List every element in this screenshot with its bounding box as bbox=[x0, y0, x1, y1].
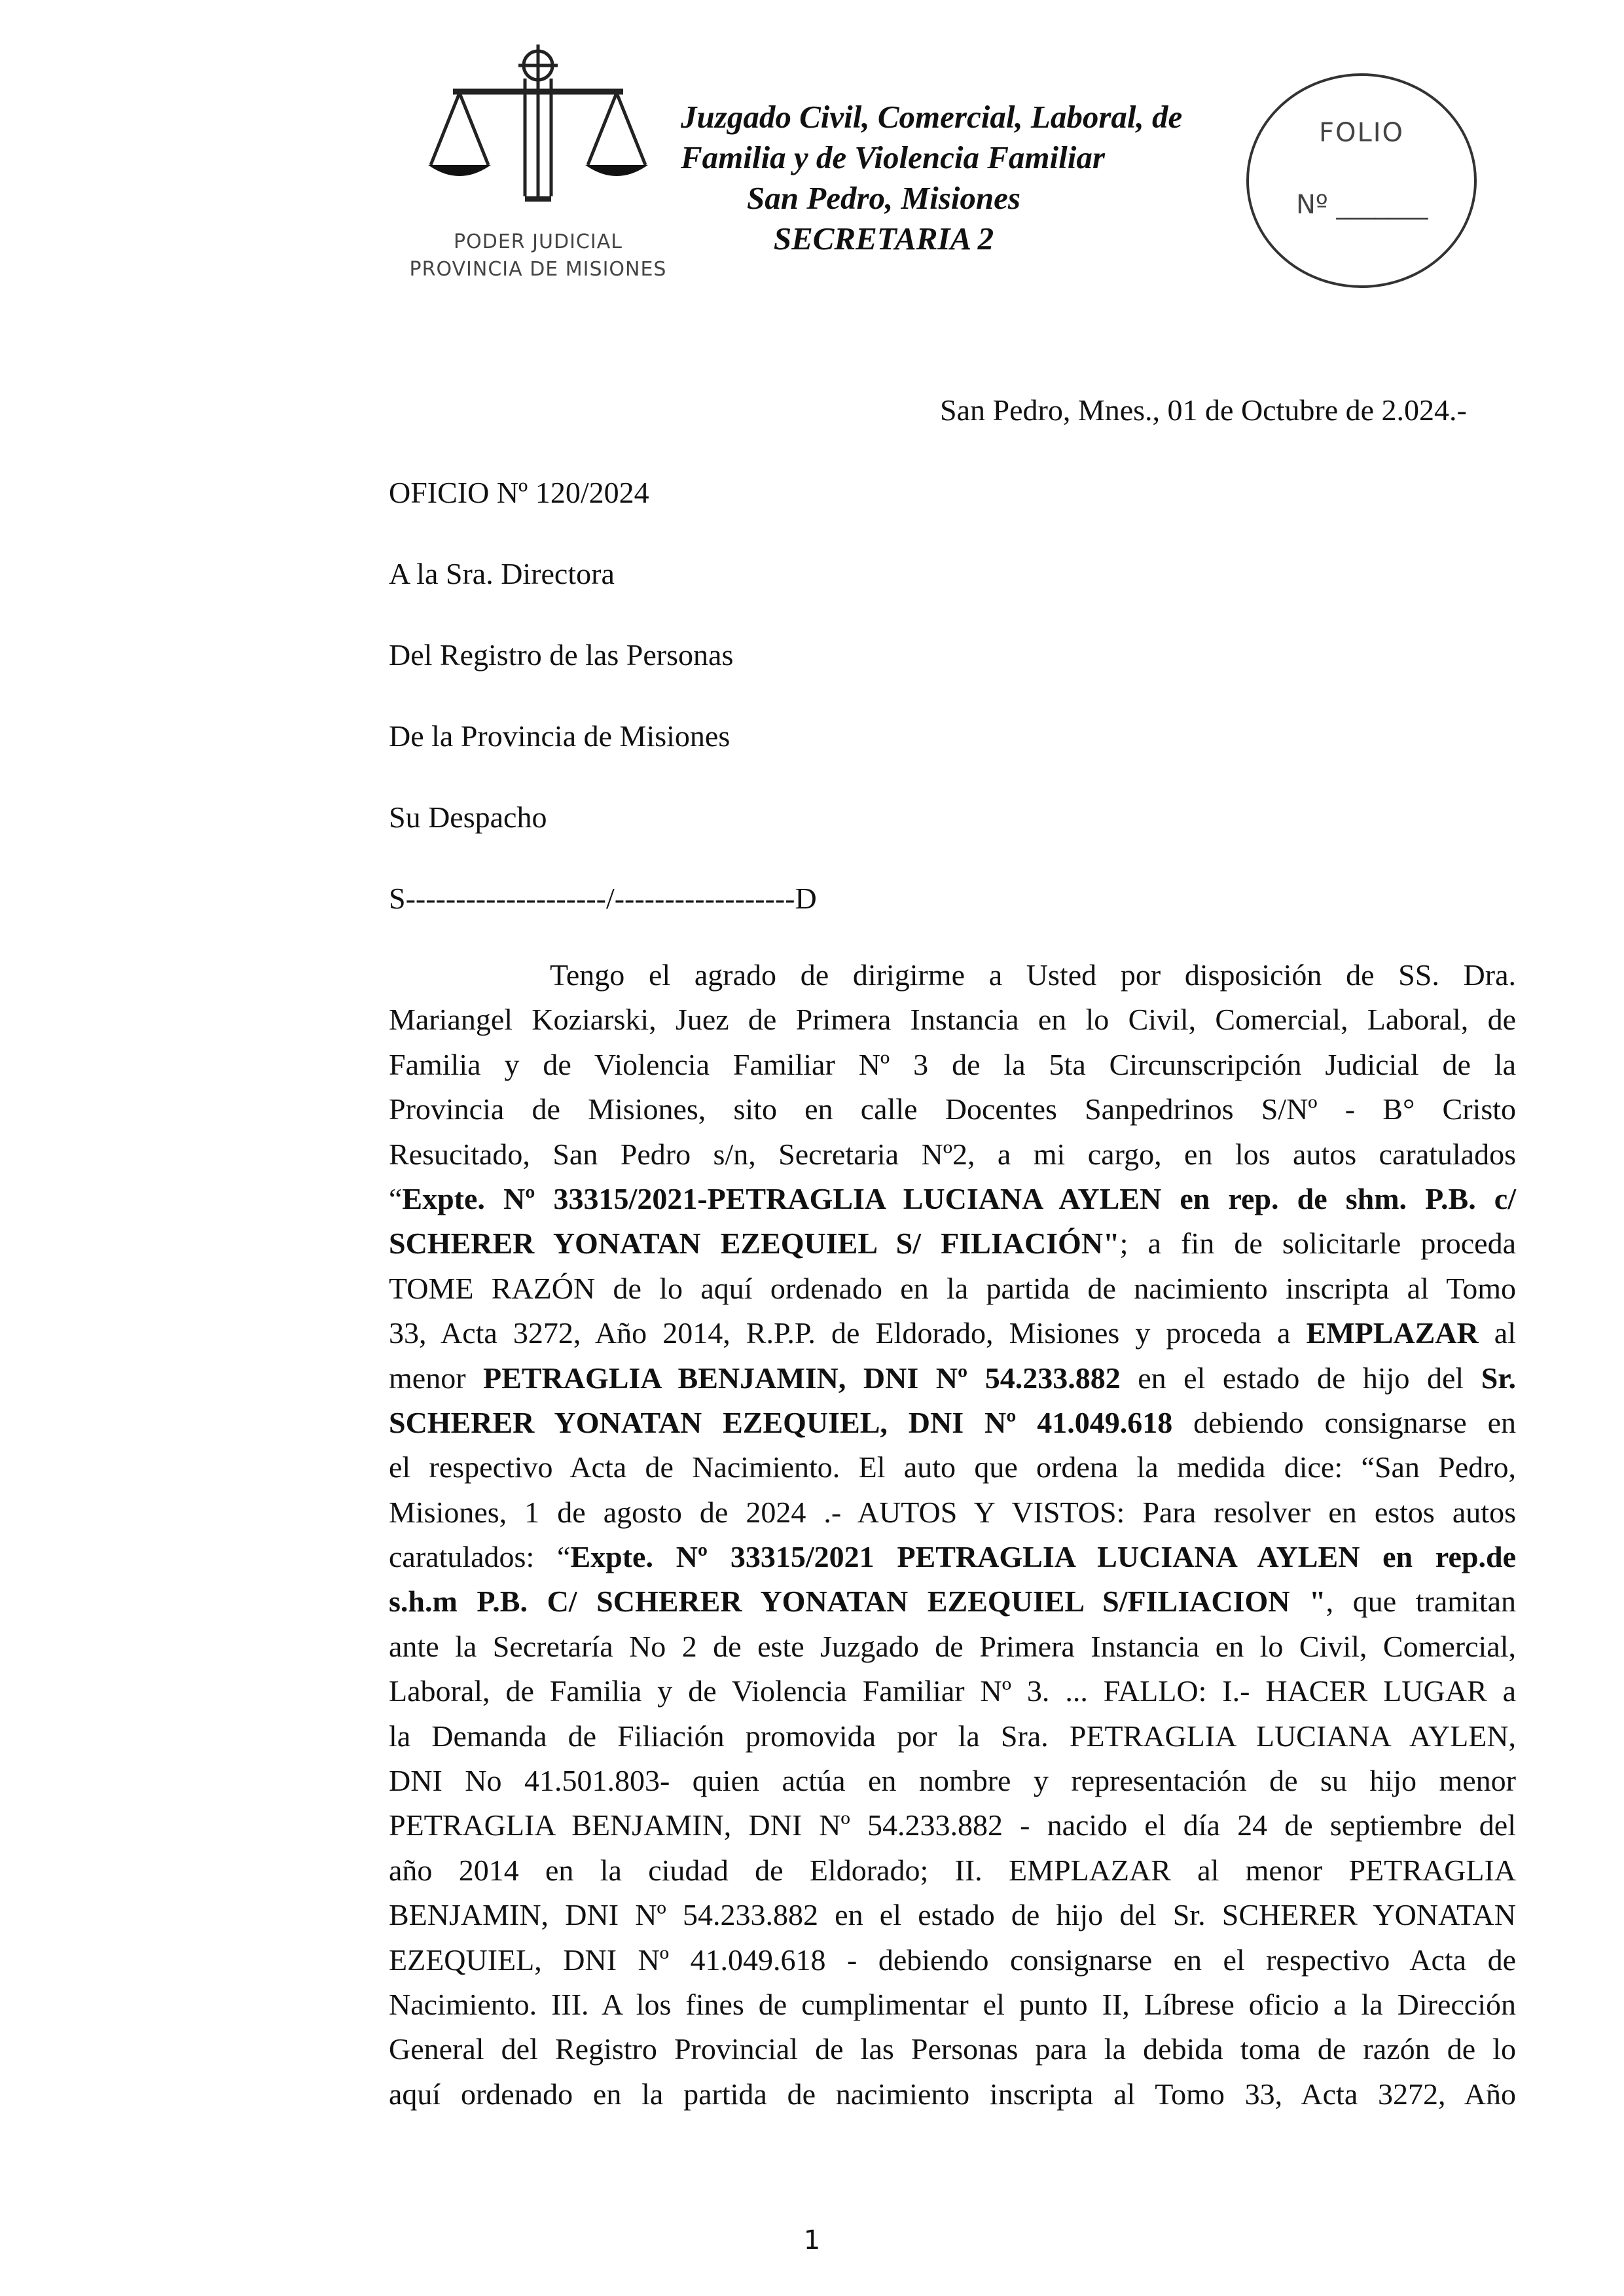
body-line bbox=[389, 1893, 1516, 1937]
addressee-line-1: A la Sra. Directora bbox=[389, 557, 615, 590]
scales-of-justice-icon bbox=[427, 39, 649, 229]
body-text: aquí ordenado en la partida de nacimiento inscripta al Tomo 33, Acta 3272, Año bbox=[389, 2077, 1516, 2111]
body-line bbox=[389, 1624, 1516, 1669]
body-text: el respectivo Acta de Nacimiento. El auto que ordena la medida dice: “San Pedro, bbox=[389, 1450, 1516, 1484]
body-text: TOME RAZÓN de lo aquí ordenado en la partida de nacimiento inscripta al Tomo bbox=[389, 1271, 1516, 1305]
addressee-line-4: Su Despacho bbox=[389, 800, 547, 834]
body-text: DNI No 41.501.803- quien actúa en nombre y representación de su hijo menor bbox=[389, 1764, 1516, 1798]
body-text: Provincia de Misiones, sito en calle Docentes Sanpedrinos S/Nº - B° Cristo bbox=[389, 1092, 1516, 1126]
body-text: Familia y de Violencia Familiar Nº 3 de la 5ta Circunscripción Judicial de la bbox=[389, 1047, 1516, 1081]
body-text: “ bbox=[389, 1181, 403, 1215]
body-text: menor bbox=[389, 1361, 484, 1395]
body-text: Nacimiento. III. A los fines de cumplimentar el punto II, Líbrese oficio a la Dirección bbox=[389, 1987, 1516, 2021]
body-line bbox=[389, 1938, 1516, 1982]
body-line bbox=[389, 1445, 1516, 1490]
body-line bbox=[389, 953, 1516, 997]
body-text: caratulados: “ bbox=[389, 1540, 571, 1574]
body-line bbox=[389, 1535, 1516, 1579]
addressee-line-3: De la Provincia de Misiones bbox=[389, 719, 731, 753]
body-line bbox=[389, 997, 1516, 1042]
body-line bbox=[389, 1982, 1516, 2027]
body-text: Laboral, de Familia y de Violencia Familiar Nº 3. ... FALLO: I.- HACER LUGAR a bbox=[389, 1674, 1516, 1708]
body-line bbox=[389, 1221, 1516, 1266]
body-text: Mariangel Koziarski, Juez de Primera Instancia en lo Civil, Comercial, Laboral, de bbox=[389, 1003, 1516, 1037]
body-bold-text: SCHERER YONATAN EZEQUIEL S/ FILIACIÓN" bbox=[389, 1227, 1120, 1261]
body-bold-text: EMPLAZAR bbox=[1306, 1316, 1479, 1350]
court-logo bbox=[401, 39, 676, 288]
body-paragraph bbox=[389, 953, 1516, 2117]
body-text: 33, Acta 3272, Año 2014, R.P.P. de Eldorado, Misiones y proceda a bbox=[389, 1316, 1307, 1350]
body-line bbox=[389, 1401, 1516, 1445]
body-line bbox=[389, 1759, 1516, 1803]
court-heading-line-4: SECRETARIA 2 bbox=[773, 221, 994, 257]
logo-line-1: PODER JUDICIAL bbox=[454, 230, 623, 253]
court-heading-line-1: Juzgado Civil, Comercial, Laboral, de bbox=[681, 99, 1183, 135]
folio-circle-icon bbox=[1244, 71, 1479, 291]
body-text: ante la Secretaría No 2 de este Juzgado de Primera Instancia en lo Civil, Comercial, bbox=[389, 1629, 1516, 1663]
body-line bbox=[389, 1714, 1516, 1759]
body-text: año 2014 en la ciudad de Eldorado; II. EMPLAZAR al menor PETRAGLIA bbox=[389, 1853, 1516, 1887]
body-line bbox=[389, 2027, 1516, 2072]
body-line bbox=[389, 1043, 1516, 1087]
page-number: 1 bbox=[803, 2225, 821, 2255]
body-bold-text: Sr. bbox=[1481, 1361, 1516, 1395]
body-line bbox=[389, 1087, 1516, 1132]
body-text: Resucitado, San Pedro s/n, Secretaria Nº2, a mi cargo, en los autos caratulados bbox=[389, 1137, 1516, 1171]
salutation-separator: S--------------------/------------------D bbox=[389, 882, 817, 915]
body-text: General del Registro Provincial de las Personas para la debida toma de razón de lo bbox=[389, 2032, 1516, 2066]
body-text: ; a fin de solicitarle proceda bbox=[1119, 1227, 1517, 1261]
body-line bbox=[389, 1669, 1516, 1713]
body-line bbox=[389, 2072, 1516, 2117]
body-text: BENJAMIN, DNI Nº 54.233.882 en el estado de hijo del Sr. SCHERER YONATAN bbox=[389, 1898, 1516, 1932]
body-line bbox=[389, 1356, 1516, 1401]
folio-title: FOLIO bbox=[1318, 118, 1405, 148]
body-text: EZEQUIEL, DNI Nº 41.049.618 - debiendo consignarse en el respectivo Acta de bbox=[389, 1943, 1516, 1977]
body-line bbox=[389, 1579, 1516, 1624]
body-line bbox=[389, 1266, 1516, 1311]
body-line bbox=[389, 1490, 1516, 1535]
court-heading-line-2: Familia y de Violencia Familiar bbox=[681, 139, 1105, 175]
folio-stamp bbox=[1244, 71, 1479, 291]
document-date: San Pedro, Mnes., 01 de Octubre de 2.024.- bbox=[940, 393, 1467, 427]
court-heading bbox=[681, 97, 1183, 259]
body-text: , que tramitan bbox=[1326, 1585, 1516, 1619]
folio-number-field: Nº _______ bbox=[1296, 190, 1428, 220]
body-text: PETRAGLIA BENJAMIN, DNI Nº 54.233.882 - nacido el día 24 de septiembre del bbox=[389, 1808, 1516, 1842]
body-text: la Demanda de Filiación promovida por la Sra. PETRAGLIA LUCIANA AYLEN, bbox=[389, 1719, 1516, 1753]
body-text: en el estado de hijo del bbox=[1120, 1361, 1481, 1395]
body-line bbox=[389, 1132, 1516, 1177]
body-bold-text: PETRAGLIA BENJAMIN, DNI Nº 54.233.882 bbox=[483, 1361, 1121, 1395]
court-heading-line-3: San Pedro, Misiones bbox=[747, 180, 1020, 216]
body-bold-text: s.h.m P.B. C/ SCHERER YONATAN EZEQUIEL S/FILIACION " bbox=[389, 1585, 1326, 1619]
body-line bbox=[389, 1848, 1516, 1893]
body-bold-text: Expte. Nº 33315/2021-PETRAGLIA LUCIANA AYLEN en rep. de shm. P.B. c/ bbox=[402, 1181, 1516, 1215]
body-text: al bbox=[1478, 1316, 1517, 1350]
body-line bbox=[389, 1803, 1516, 1848]
body-bold-text: SCHERER YONATAN EZEQUIEL, DNI Nº 41.049.618 bbox=[389, 1405, 1173, 1439]
body-text: debiendo consignarse en bbox=[1172, 1405, 1516, 1439]
body-line bbox=[389, 1177, 1516, 1221]
oficio-number: OFICIO Nº 120/2024 bbox=[389, 476, 649, 509]
addressee-line-2: Del Registro de las Personas bbox=[389, 638, 734, 672]
body-line bbox=[389, 1311, 1516, 1355]
logo-line-2: PROVINCIA DE MISIONES bbox=[409, 258, 667, 281]
body-bold-text: Expte. Nº 33315/2021 PETRAGLIA LUCIANA AYLEN en rep.de bbox=[570, 1540, 1516, 1574]
body-text: Misiones, 1 de agosto de 2024 .- AUTOS Y VISTOS: Para resolver en estos autos bbox=[389, 1495, 1516, 1529]
body-text: Tengo el agrado de dirigirme a Usted por disposición de SS. Dra. bbox=[550, 958, 1516, 992]
